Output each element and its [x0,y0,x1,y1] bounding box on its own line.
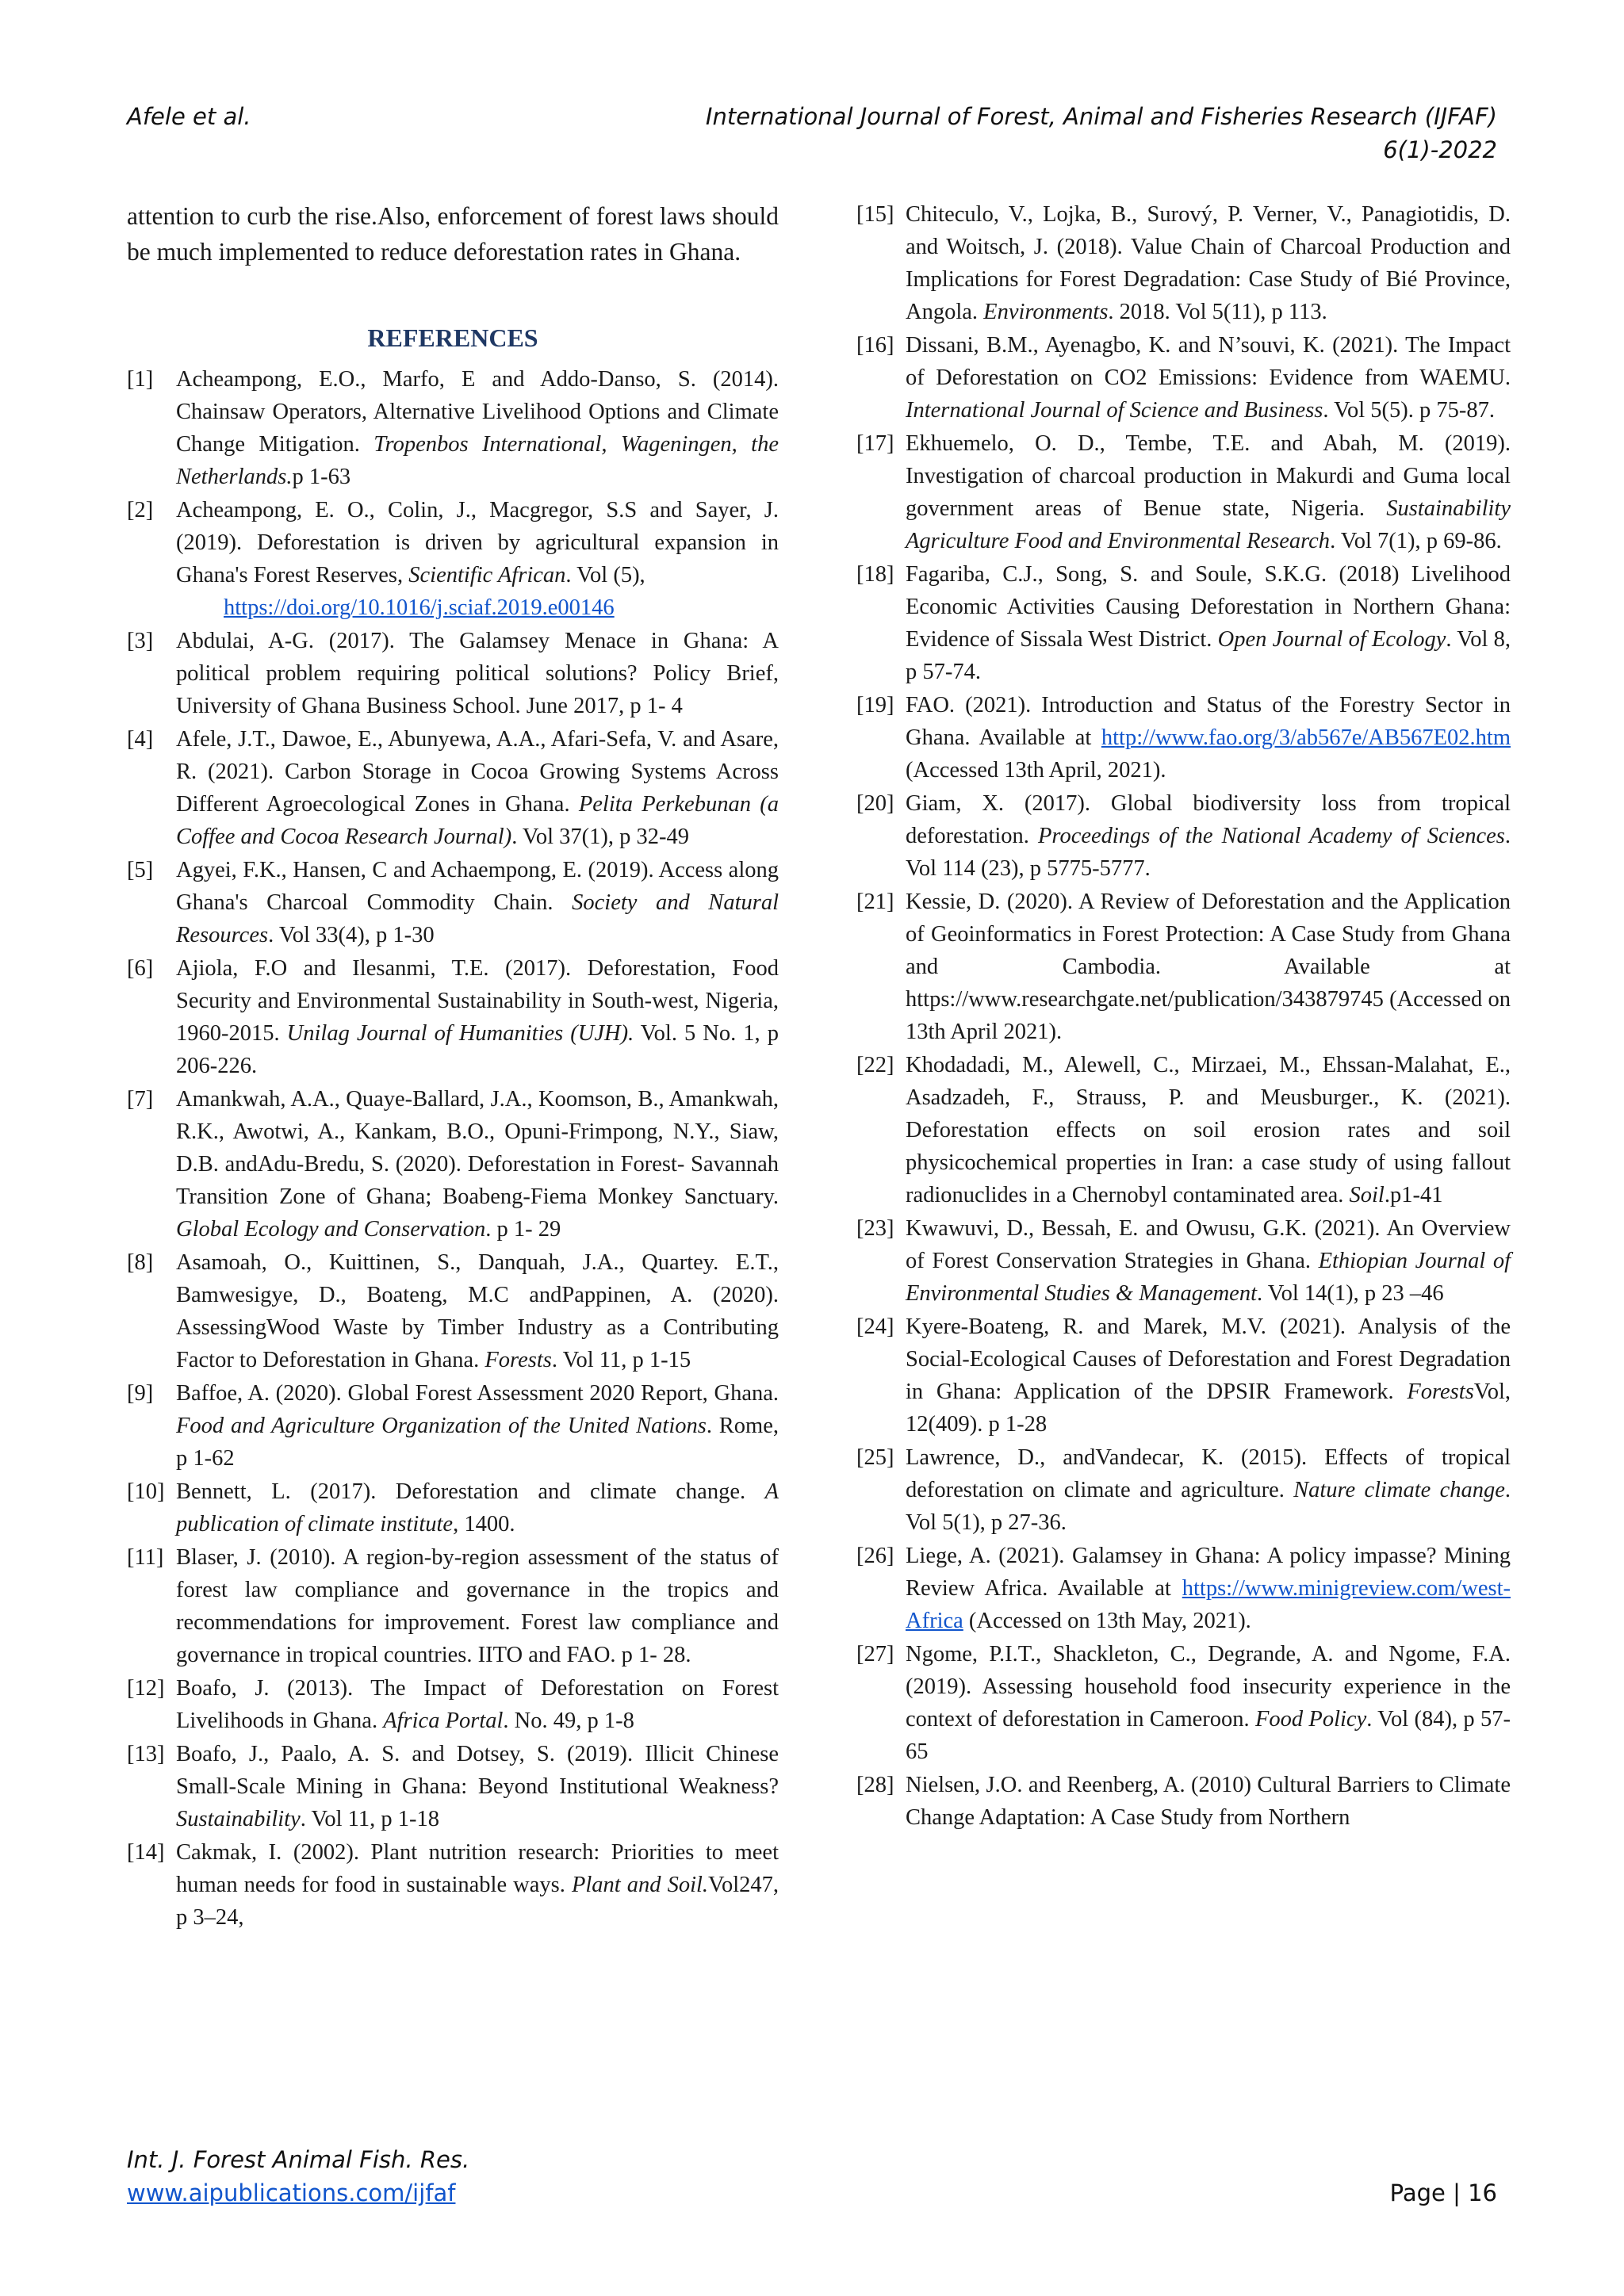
reference-number: [11] [127,1545,164,1570]
reference-details: . Vol 7(1), p 69-86. [1330,529,1502,553]
reference-details: . Vol 5(5). p 75-87. [1323,398,1496,423]
reference-text [906,886,1511,1048]
reference-item [856,886,1511,1048]
reference-link[interactable]: http://www.fao.org/3/ab567e/AB567E02.htm [1101,725,1511,750]
reference-authors-title: Fagariba, C.J., Song, S. and Soule, S.K.G. (2018) Livelihood Economic Activities Causing Deforestation in Northern Ghana: Evidence of Sissala West District. [906,562,1511,652]
right-column [856,198,1511,1835]
reference-details: Vol. 5 No. 1, p 206-226. [176,1021,779,1078]
reference-number: [4] [127,727,154,752]
reference-text [176,1377,779,1475]
reference-number: [14] [127,1840,165,1865]
reference-authors-title: Boafo, J. (2013). The Impact of Deforestation on Forest Livelihoods in Ghana. [176,1676,779,1733]
reference-text [906,329,1511,427]
reference-number: [26] [856,1544,894,1568]
reference-number: [10] [127,1479,165,1504]
reference-text [176,494,779,624]
reference-number: [22] [856,1053,894,1077]
reference-item [856,558,1511,688]
reference-details: . Vol 11, p 1-15 [551,1348,691,1372]
reference-source: Environments [983,300,1109,324]
reference-number: [15] [856,202,894,227]
reference-item [856,1638,1511,1768]
reference-item [127,854,779,951]
reference-text [906,1212,1511,1310]
reference-details: . Vol (84), p 57-65 [906,1707,1511,1764]
reference-item [127,1377,779,1475]
reference-details: (Accessed on 13th May, 2021). [963,1609,1251,1633]
reference-details: . Vol 14(1), p 23 –46 [1257,1281,1444,1306]
intro-paragraph: attention to curb the rise.Also, enforcement of forest laws should be much implemented to reduce deforestation rates in Ghana. [127,202,779,266]
reference-text [176,625,779,722]
reference-details: . Vol 37(1), p 32-49 [511,825,689,849]
reference-number: [21] [856,890,894,914]
reference-list-right [856,198,1511,1834]
reference-authors-title: Acheampong, E.O., Marfo, E and Addo-Danso, S. (2014). Chainsaw Operators, Alternative Livelihood Options and Climate Change Mitigation. [176,367,779,457]
reference-authors-title: Kwawuvi, D., Bessah, E. and Owusu, G.K. (2021). An Overview of Forest Conservation Strategies in Ghana. [906,1216,1511,1273]
reference-authors-title: Amankwah, A.A., Quaye-Ballard, J.A., Koomson, B., Amankwah, R.K., Awotwi, A., Kankam, B.O., Opuni-Frimpong, N.Y., Siaw, D.B. andAdu-Bredu, S. (2020). Deforestation in Forest- Savannah Transition Zone of Ghana; Boabeng-Fiema Monkey Sanctuary. [176,1087,779,1209]
reference-authors-title: Abdulai, A-G. (2017). The Galamsey Menace in Ghana: A political problem requiring political solutions? Policy Brief, University of Ghana Business School. June 2017, p 1- 4 [176,629,779,718]
reference-authors-title: Afele, J.T., Dawoe, E., Abunyewa, A.A., Afari-Sefa, V. and Asare, R. (2021). Carbon Storage in Cocoa Growing Systems Across Different Agroecological Zones in Ghana. [176,727,779,817]
reference-authors-title: Blaser, J. (2010). A region-by-region assessment of the status of forest law compliance and governance in the tropics and recommendations for improvement. Forest law compliance and governance in tropical countries. IITO and FAO. p 1- 28. [176,1545,779,1667]
reference-number: [24] [856,1314,894,1339]
reference-number: [12] [127,1676,165,1701]
reference-number: [9] [127,1381,154,1406]
reference-number: [18] [856,562,894,587]
reference-source: Nature climate change [1293,1478,1505,1502]
reference-link[interactable]: https://www.minigreview.com/west-Africa [906,1576,1511,1633]
reference-item [127,494,779,624]
reference-authors-title: Lawrence, D., andVandecar, K. (2015). Effects of tropical deforestation on climate and agriculture. [906,1445,1511,1502]
reference-authors-title: Chiteculo, V., Lojka, B., Surový, P. Verner, V., Panagiotidis, D. and Woitsch, J. (2018). Value Chain of Charcoal Production and Implications for Forest Degradation: Case Study of Bié Province, Angola. [906,202,1511,324]
reference-text [176,1836,779,1934]
reference-details: . Vol 8, p 57-74. [906,627,1511,684]
reference-details: . Rome, p 1-62 [176,1414,779,1471]
reference-text [176,723,779,853]
reference-authors-title: Ngome, P.I.T., Shackleton, C., Degrande, A. and Ngome, F.A. (2019). Assessing household food insecurity experience in the context of deforestation in Cameroon. [906,1642,1511,1732]
reference-details: . p 1- 29 [485,1217,561,1242]
reference-item [856,427,1511,557]
reference-source: Proceedings of the National Academy of Sciences [1038,824,1505,848]
reference-item [127,1738,779,1835]
reference-text [906,1049,1511,1211]
reference-item [127,1083,779,1246]
reference-item [856,198,1511,328]
reference-authors-title: FAO. (2021). Introduction and Status of the Forestry Sector in Ghana. Available at [906,693,1511,750]
reference-authors-title: Acheampong, E. O., Colin, J., Macgregor, S.S and Sayer, J. (2019). Deforestation is driven by agricultural expansion in Ghana's Forest Reserves, [176,498,779,587]
footer-url-link[interactable]: www.aipublications.com/ijfaf [127,2179,456,2206]
reference-text [176,1246,779,1376]
reference-number: [28] [856,1773,894,1797]
reference-authors-title: Ekhuemelo, O. D., Tembe, T.E. and Abah, M. (2019). Investigation of charcoal production in Makurdi and Guma local government areas of Benue state, Nigeria. [906,431,1511,521]
reference-item [127,1246,779,1376]
reference-item [127,1672,779,1737]
reference-source: Open Journal of Ecology [1217,627,1446,652]
reference-source: Food and Agriculture Organization of the United Nations [176,1414,707,1438]
reference-text [906,689,1511,786]
left-column [127,198,779,1934]
reference-source: Africa Portal [383,1709,504,1733]
reference-source: Sustainability Agriculture Food and Environmental Research [906,496,1511,553]
reference-item [856,787,1511,885]
reference-text [176,1083,779,1246]
reference-number: [7] [127,1087,154,1112]
reference-authors-title: Agyei, F.K., Hansen, C and Achaempong, E. (2019). Access along Ghana's Charcoal Commodity Chain. [176,858,779,915]
reference-source: Global Ecology and Conservation [176,1217,486,1242]
reference-source: Ethiopian Journal of Environmental Studies & Management [906,1249,1511,1306]
reference-text [906,1638,1511,1768]
reference-source: Sustainability [176,1807,301,1831]
reference-text [176,1672,779,1737]
reference-details: . Vol 33(4), p 1-30 [268,923,435,947]
reference-details: Vol, 12(409). p 1-28 [906,1380,1511,1437]
reference-details: . Vol (5), [565,563,645,587]
reference-details: . Vol 114 (23), p 5775-5777. [906,824,1511,881]
reference-number: [23] [856,1216,894,1241]
reference-number: [20] [856,791,894,816]
journal-issue: 6(1)-2022 [1383,136,1497,163]
reference-details: . Vol 11, p 1-18 [300,1807,439,1831]
references-heading: REFERENCES [367,323,538,352]
reference-number: [8] [127,1250,154,1275]
reference-item [856,1540,1511,1637]
reference-link[interactable]: https://doi.org/10.1016/j.sciaf.2019.e00146 [224,595,615,620]
reference-authors-title: Kessie, D. (2020). A Review of Deforestation and the Application of Geoinformatics in Forest Protection: A Case Study from Ghana and Cambodia. Available at https://www.researchgate.net/publication/343879745 (Accessed on 13th April 2021). [906,890,1511,1044]
reference-item [127,363,779,493]
reference-item [127,1836,779,1934]
reference-authors-title: Asamoah, O., Kuittinen, S., Danquah, J.A., Quartey. E.T., Bamwesigye, D., Boateng, M.C andPappinen, A. (2020). AssessingWood Waste by Timber Industry as a Contributing Factor to Deforestation in Ghana. [176,1250,779,1372]
reference-source: Tropenbos International, Wageningen, the Netherlands. [176,432,779,489]
reference-number: [19] [856,693,894,718]
reference-item [856,1311,1511,1441]
reference-text [906,1311,1511,1441]
reference-item [127,723,779,853]
reference-authors-title: Bennett, L. (2017). Deforestation and climate change. [176,1479,765,1504]
reference-details: .p1-41 [1384,1183,1443,1207]
reference-source: Society and Natural Resources [176,890,779,947]
page-number: Page | 16 [1389,2179,1497,2206]
reference-authors-title: Liege, A. (2021). Galamsey in Ghana: A policy impasse? Mining Review Africa. Available at [906,1544,1511,1601]
reference-source: Plant and Soil. [571,1873,709,1897]
reference-number: [6] [127,956,154,981]
reference-text [906,1441,1511,1539]
reference-details: . 2018. Vol 5(11), p 113. [1108,300,1327,324]
journal-title: International Journal of Forest, Animal and Fisheries Research (IJFAF) [705,103,1497,130]
reference-authors-title: Giam, X. (2017). Global biodiversity loss from tropical deforestation. [906,791,1511,848]
reference-text [906,787,1511,885]
reference-text [176,1475,779,1540]
running-header-journal [706,100,1497,166]
footer-journal [127,2143,469,2210]
reference-text [906,198,1511,328]
reference-source: Soil [1349,1183,1385,1207]
reference-number: [5] [127,858,154,882]
reference-number: [13] [127,1742,165,1766]
reference-source: International Journal of Science and Business [906,398,1323,423]
reference-text [906,1769,1511,1834]
reference-item [856,1049,1511,1211]
reference-number: [3] [127,629,154,653]
reference-authors-title: Nielsen, J.O. and Reenberg, A. (2010) Cultural Barriers to Climate Change Adaptation: A Case Study from Northern [906,1773,1511,1830]
reference-source: Forests [485,1348,552,1372]
reference-authors-title: Ajiola, F.O and Ilesanmi, T.E. (2017). Deforestation, Food Security and Environmental Sustainability in South-west, Nigeria, 1960-2015. [176,956,779,1046]
reference-source: Pelita Perkebunan (a Coffee and Cocoa Research Journal) [176,792,779,849]
reference-source: Scientific African [408,563,566,587]
reference-item [856,689,1511,786]
reference-details: , 1400. [453,1512,515,1536]
reference-authors-title: Khodadadi, M., Alewell, C., Mirzaei, M., Ehssan-Malahat, E., Asadzadeh, F., Strauss, P. and Meusburger., K. (2021). Deforestation effects on soil erosion rates and soil physicochemical properties in Iran: a case study of using fallout radionuclides in a Chernobyl contaminated area. [906,1053,1511,1207]
reference-item [127,1475,779,1540]
reference-authors-title: Kyere-Boateng, R. and Marek, M.V. (2021). Analysis of the Social-Ecological Causes of Deforestation and Forest Degradation in Ghana: Application of the DPSIR Framework. [906,1314,1511,1404]
footer-journal-abbrev: Int. J. Forest Animal Fish. Res. [127,2146,470,2173]
reference-list-left [127,363,779,1934]
reference-details: . No. 49, p 1-8 [503,1709,634,1733]
reference-authors-title: Cakmak, I. (2002). Plant nutrition research: Priorities to meet human needs for food in sustainable ways. [176,1840,779,1897]
reference-source: A publication of climate institute [176,1479,779,1536]
reference-item [856,329,1511,427]
reference-number: [25] [856,1445,894,1470]
reference-details: Vol247, p 3–24, [176,1873,779,1930]
running-header-authors: Afele et al. [127,103,251,130]
reference-text [176,363,779,493]
reference-item [856,1769,1511,1834]
reference-number: [27] [856,1642,894,1667]
reference-text [906,427,1511,557]
reference-source: Unilag Journal of Humanities (UJH). [286,1021,634,1046]
reference-number: [16] [856,333,894,358]
reference-number: [2] [127,498,154,522]
reference-item [127,1541,779,1671]
reference-text [176,1738,779,1835]
reference-source: Forests [1407,1380,1474,1404]
reference-details: . Vol 5(1), p 27-36. [906,1478,1511,1535]
reference-authors-title: Dissani, B.M., Ayenagbo, K. and N’souvi, K. (2021). The Impact of Deforestation on CO2 Emissions: Evidence from WAEMU. [906,333,1511,390]
reference-details: (Accessed 13th April, 2021). [906,758,1166,783]
reference-item [856,1441,1511,1539]
reference-authors-title: Baffoe, A. (2020). Global Forest Assessment 2020 Report, Ghana. [176,1381,779,1406]
reference-text [176,952,779,1082]
reference-item [127,625,779,722]
reference-authors-title: Boafo, J., Paalo, A. S. and Dotsey, S. (2019). Illicit Chinese Small-Scale Mining in Ghana: Beyond Institutional Weakness? [176,1742,779,1799]
reference-details: p 1-63 [292,465,351,489]
reference-source: Food Policy [1254,1707,1367,1732]
reference-text [176,854,779,951]
reference-text [176,1541,779,1671]
reference-item [127,952,779,1082]
reference-number: [1] [127,367,154,392]
reference-number: [17] [856,431,894,456]
reference-text [906,1540,1511,1637]
reference-item [856,1212,1511,1310]
reference-text [906,558,1511,688]
